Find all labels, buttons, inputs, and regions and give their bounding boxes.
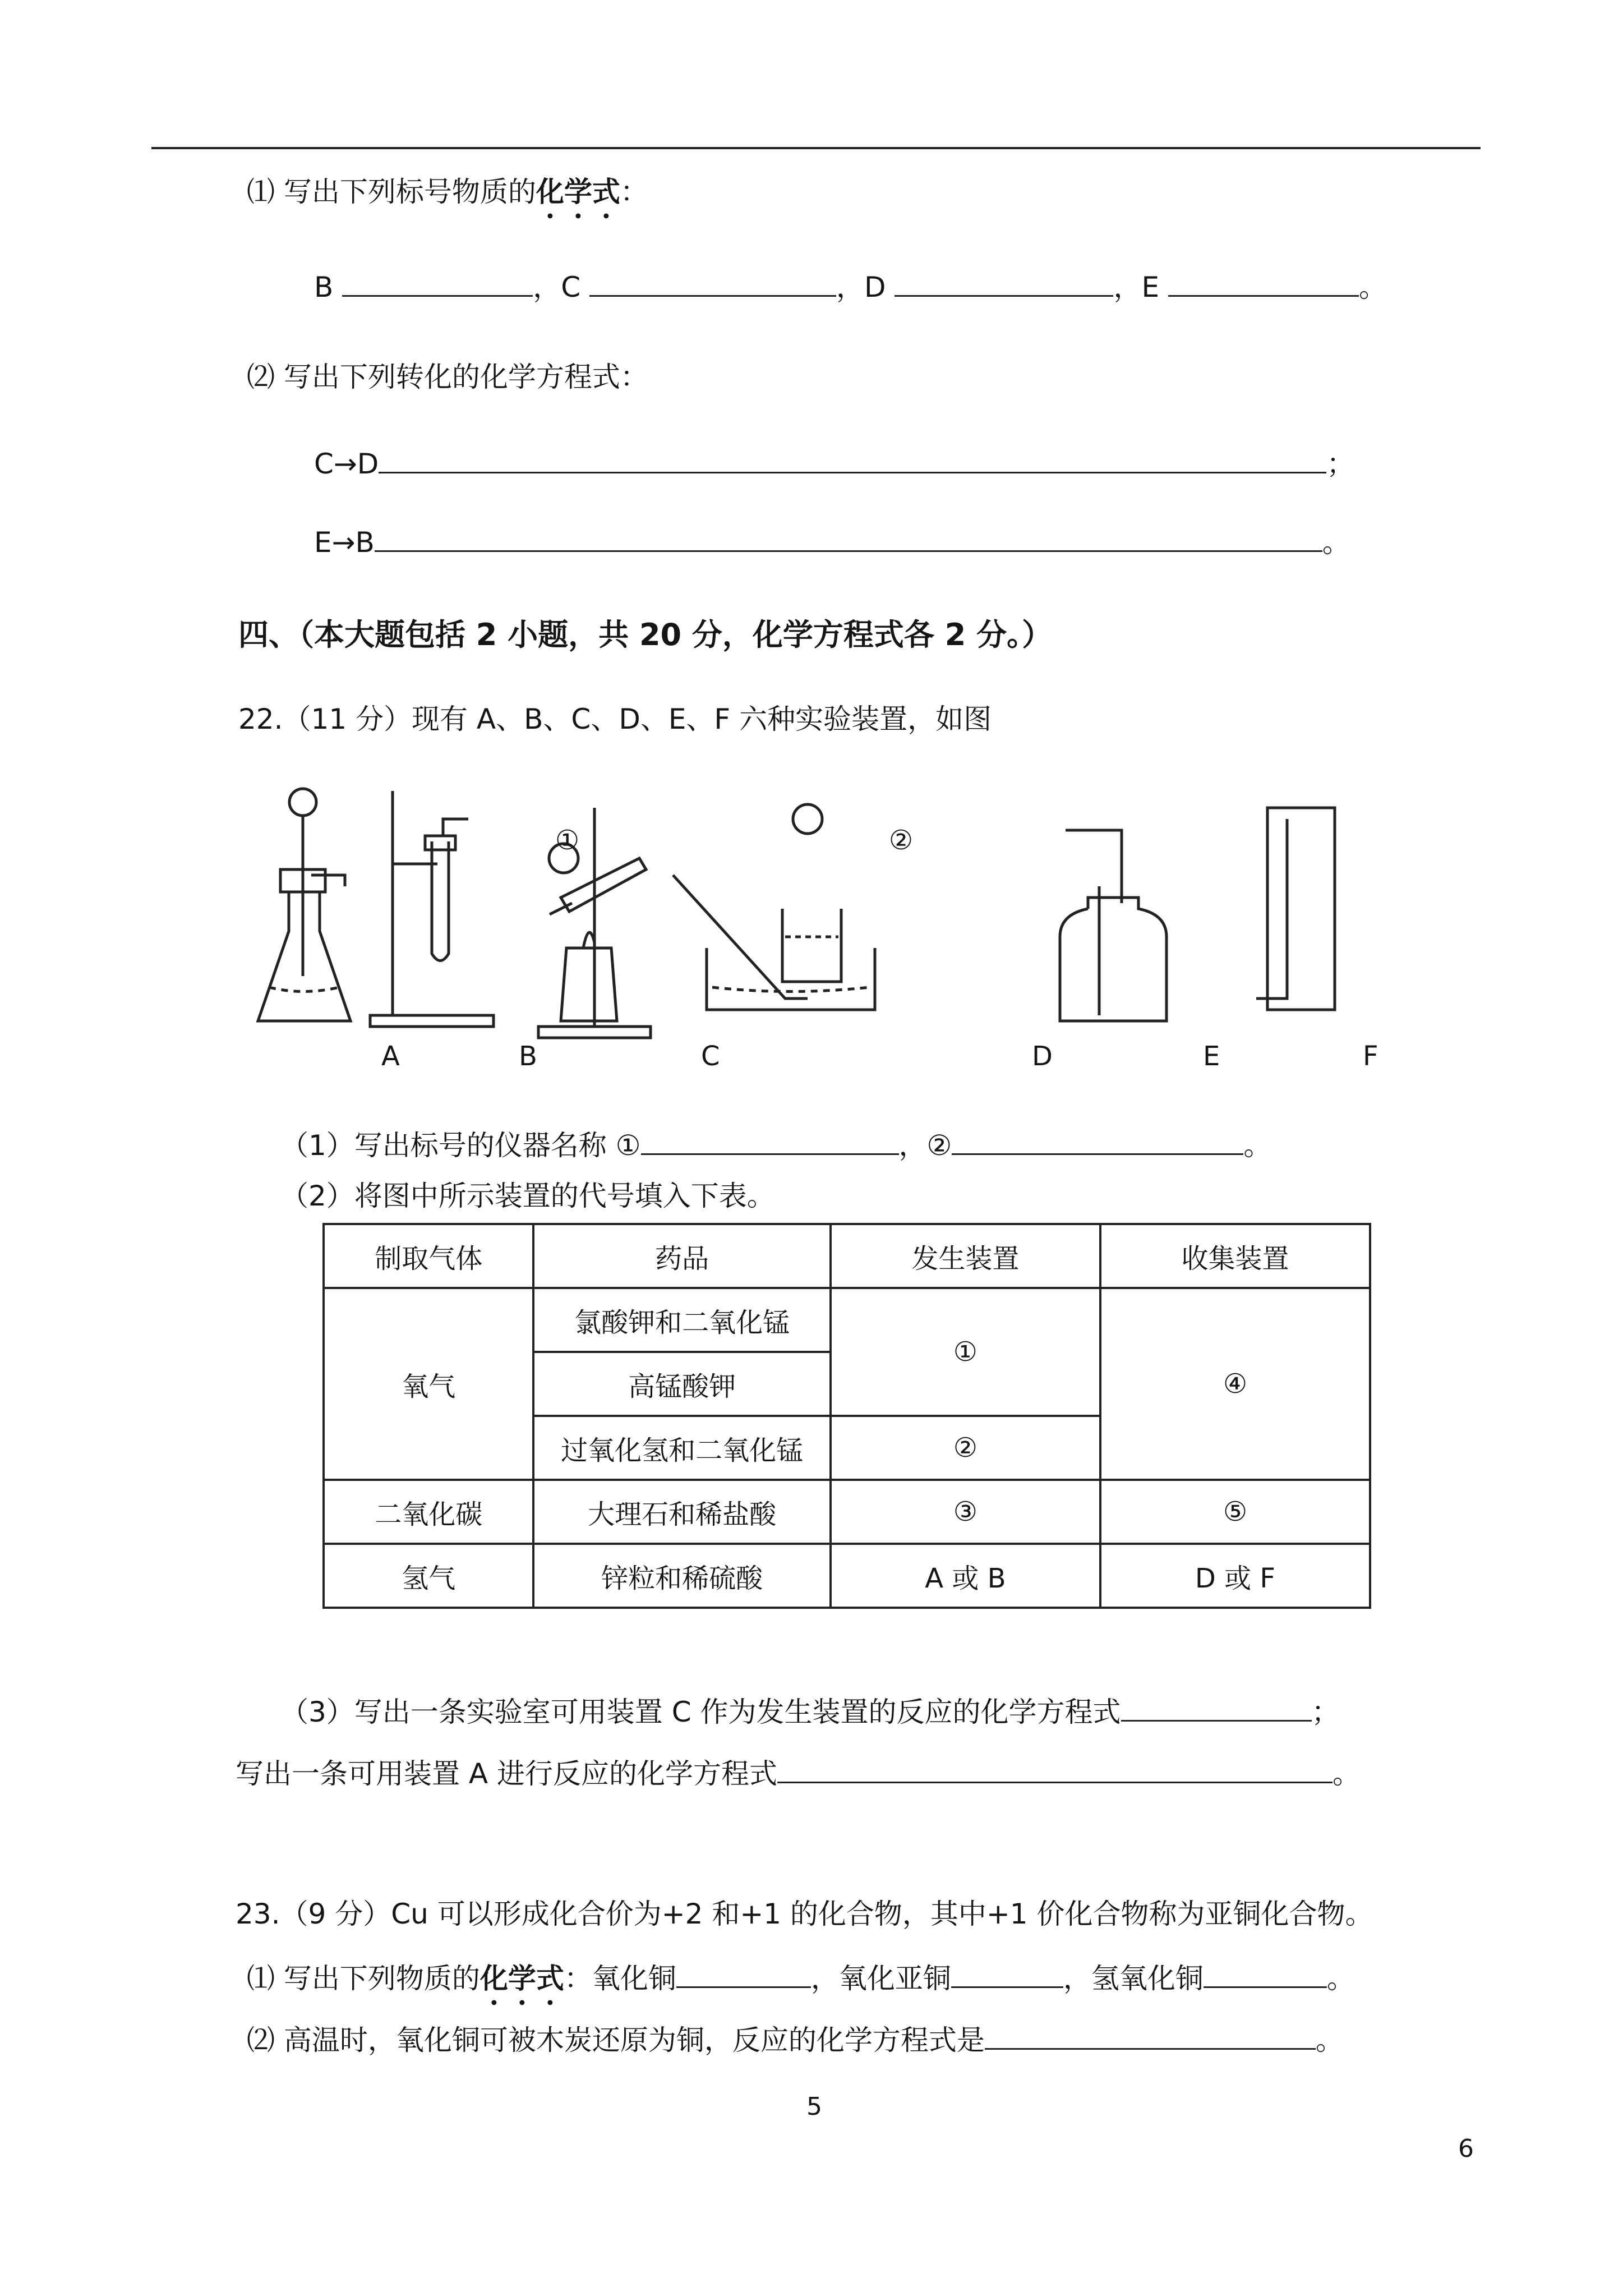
figure-label-d: D (1032, 1041, 1053, 1072)
keyword-chemical-formula: 化学式 (536, 176, 620, 208)
q21-eq2-row: E→B 。 (314, 526, 1350, 559)
apparatus-d-water-trough (673, 804, 875, 1010)
answer-slot-4[interactable]: ④ (1100, 1288, 1370, 1480)
marker-instrument-2: ② (889, 825, 914, 856)
top-rule (151, 147, 1481, 149)
q21-part2: ⑵ 写出下列转化的化学方程式： (247, 361, 648, 393)
table-header: 制取气体 (324, 1224, 533, 1288)
lab-apparatus-figure (247, 774, 1413, 1066)
h2-collector: D 或 F (1100, 1544, 1370, 1608)
answer-slot-5[interactable]: ⑤ (1100, 1480, 1370, 1544)
table-row (324, 1288, 1370, 1352)
q21-part1: ⑴ 写出下列标号物质的化学式： (247, 176, 648, 208)
q22-sub3-line1: （3）写出一条实验室可用装置 C 作为发生装置的反应的化学方程式 ； (280, 1696, 1340, 1728)
table-row (324, 1544, 1370, 1608)
h2-generator: A 或 B (831, 1544, 1100, 1608)
answer-blank-instrument-2[interactable] (952, 1129, 1243, 1155)
drug-cell: 锌粒和稀硫酸 (533, 1544, 831, 1608)
drug-cell: 过氧化氢和二氧化锰 (533, 1416, 831, 1480)
apparatus-f-inverted-bottle (1256, 808, 1335, 1010)
figure-label-a: A (381, 1041, 400, 1072)
marker-instrument-1: ① (555, 825, 580, 856)
answer-blank-cuprous-oxide[interactable] (951, 1962, 1063, 1988)
q22-sub1: （1）写出标号的仪器名称 ① ，② 。 (280, 1129, 1272, 1162)
answer-blank-equation-c[interactable] (1121, 1695, 1312, 1722)
drug-cell: 高锰酸钾 (533, 1352, 831, 1416)
figure-label-f: F (1363, 1041, 1378, 1072)
gas-co2: 二氧化碳 (324, 1480, 533, 1544)
answer-blank-c-to-d[interactable] (379, 447, 1326, 473)
answer-blank-equation-a[interactable] (777, 1757, 1332, 1783)
answer-blank-copper-hydroxide[interactable] (1204, 1962, 1327, 1988)
gas-oxygen: 氧气 (324, 1288, 533, 1480)
q22-title: 22.（11 分）现有 A、B、C、D、E、F 六种实验装置，如图 (238, 703, 992, 735)
answer-blank-copper-oxide[interactable] (676, 1962, 811, 1988)
answer-blank-b[interactable] (342, 270, 533, 297)
answer-blank-reduction-equation[interactable] (985, 2023, 1316, 2050)
figure-label-e: E (1203, 1041, 1220, 1072)
answer-blank-instrument-1[interactable] (641, 1129, 899, 1155)
figure-label-b: B (519, 1041, 537, 1072)
q21-blanks-row: B ，C ，D ，E 。 (314, 271, 1387, 303)
answer-blank-e-to-b[interactable] (375, 526, 1322, 552)
page-number-center: 5 (806, 2092, 822, 2121)
gas-preparation-table (322, 1223, 1371, 1609)
table-row (324, 1480, 1370, 1544)
table-header-row (324, 1224, 1370, 1288)
q23-part1: ⑴ 写出下列物质的化学式：氧化铜 ，氧化亚铜 ，氢氧化铜 。 (247, 1962, 1355, 1995)
answer-slot-3[interactable]: ③ (831, 1480, 1100, 1544)
q22-sub2: （2）将图中所示装置的代号填入下表。 (280, 1180, 775, 1212)
gas-h2: 氢气 (324, 1544, 533, 1608)
q23-title: 23.（9 分）Cu 可以形成化合价为+2 和+1 的化合物，其中+1 价化合物称为亚铜化合物。 (236, 1898, 1373, 1930)
table-header: 药品 (533, 1224, 831, 1288)
answer-blank-d[interactable] (895, 270, 1113, 297)
table-header: 收集装置 (1100, 1224, 1370, 1288)
keyword-chemical-formula: 化学式 (479, 1962, 564, 1995)
figure-label-c: C (701, 1041, 720, 1072)
q22-sub3-line2: 写出一条可用装置 A 进行反应的化学方程式 。 (236, 1757, 1361, 1790)
q21-eq1-row: C→D ； (314, 448, 1355, 480)
section-4-heading: 四、（本大题包括 2 小题，共 20 分，化学方程式各 2 分。） (238, 617, 1053, 652)
apparatus-a-flask (258, 789, 351, 1021)
drug-cell: 氯酸钾和二氧化锰 (533, 1288, 831, 1352)
apparatus-b-test-tube (370, 791, 494, 1027)
drug-cell: 大理石和稀盐酸 (533, 1480, 831, 1544)
answer-blank-e[interactable] (1168, 270, 1359, 297)
apparatus-e-bottle (1060, 830, 1166, 1021)
answer-slot-1[interactable]: ① (831, 1288, 1100, 1416)
table-header: 发生装置 (831, 1224, 1100, 1288)
answer-blank-c[interactable] (589, 270, 836, 297)
answer-slot-2[interactable]: ② (831, 1416, 1100, 1480)
page-number-right: 6 (1458, 2134, 1474, 2163)
q23-part2: ⑵ 高温时，氧化铜可被木炭还原为铜，反应的化学方程式是 。 (247, 2024, 1344, 2056)
